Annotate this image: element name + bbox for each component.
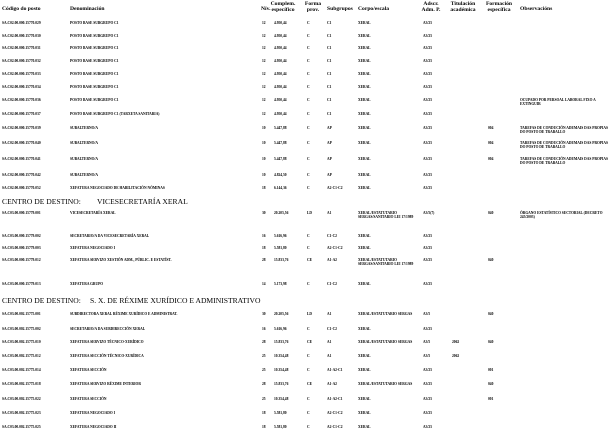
cell-adscr: A3/25 xyxy=(423,157,432,161)
cell-forma-prov: C xyxy=(307,397,310,401)
header-adscr-line1: Adscr. xyxy=(423,1,439,7)
header-observacions: Observacións xyxy=(520,6,553,12)
cell-forma-prov: C xyxy=(307,425,310,429)
cell-nivel: 28 xyxy=(262,382,266,386)
cell-adscr: A3/25 xyxy=(423,34,432,38)
cell-codigo: SA.C03.00.002.15775.023 xyxy=(2,411,41,415)
header-subgrupos: Subgrupos xyxy=(327,6,353,12)
header-forma-line2: prov. xyxy=(306,7,320,14)
cell-corpo: XERAL xyxy=(358,141,371,145)
cell-adscr: A3/25 xyxy=(423,173,432,177)
cell-denominacion: XEFATURA NEGOCIADO II xyxy=(70,425,117,429)
cell-subgrupo: A2-C1-C2 xyxy=(327,425,343,429)
cell-denominacion: XEFATURA SECCIÓN TÉCNICO-XURÍDICA xyxy=(70,354,144,358)
cell-corpo: XERAL xyxy=(358,282,371,286)
cell-forma-prov: LD xyxy=(307,312,312,316)
cell-complemento: 5.447,88 xyxy=(274,141,287,145)
cell-denominacion: SECRETARIO/A DA VICESECRETARÍA XERAL xyxy=(70,234,150,238)
cell-nivel: 16 xyxy=(262,234,266,238)
cell-codigo: SA.C02.00.000.15770.030 xyxy=(2,34,41,38)
cell-codigo: SA.C02.00.000.15770.037 xyxy=(2,112,41,116)
cell-formacion: 001 xyxy=(488,368,494,372)
cell-subgrupo: A1 xyxy=(327,340,332,344)
cell-forma-prov: CE xyxy=(307,340,312,344)
cell-subgrupo: A2-C1-C2 xyxy=(327,411,343,415)
cell-corpo: XERAL xyxy=(358,368,371,372)
cell-forma-prov: C xyxy=(307,411,310,415)
cell-adscr: A3/25 xyxy=(423,382,432,386)
cell-forma-prov: C xyxy=(307,59,310,63)
cell-codigo: SA.C02.00.000.15770.033 xyxy=(2,72,41,76)
cell-corpo: XERAL/ESTATUTARIO SERGAS xyxy=(358,312,413,316)
cell-corpo: XERAL xyxy=(358,112,371,116)
cell-complemento: 4.950,44 xyxy=(274,98,287,102)
cell-nivel: 12 xyxy=(262,85,266,89)
cell-nivel: 12 xyxy=(262,34,266,38)
cell-codigo: SA.C03.00.000.15779.001 xyxy=(2,211,41,215)
section-heading xyxy=(2,296,261,305)
cell-codigo: SA.C02.00.000.15770.041 xyxy=(2,157,41,161)
cell-forma-prov: C xyxy=(307,354,310,358)
cell-observacions: TAREFAS DE CONDUCIÓN ADEMAIS DAS PROPIAS DO POSTO DE TRABALLO xyxy=(520,157,609,166)
cell-denominacion: POSTO BASE SUBGRUPO C1 xyxy=(70,98,119,102)
cell-observacions: TAREFAS DE CONDUCIÓN ADEMAIS DAS PROPIAS DO POSTO DE TRABALLO xyxy=(520,141,609,150)
cell-nivel: 25 xyxy=(262,368,266,372)
cell-corpo: XERAL xyxy=(358,21,371,25)
header-formacion-line2: específica xyxy=(487,7,511,14)
section-title: VICESECRETARÍA XERAL xyxy=(97,197,188,206)
cell-subgrupo: A1 xyxy=(327,312,332,316)
cell-corpo: XERAL xyxy=(358,173,371,177)
header-nivel: Nív. xyxy=(261,6,271,12)
cell-adscr: A3/5 xyxy=(423,312,431,316)
cell-formacion: 040 xyxy=(488,340,494,344)
cell-formacion: 004 xyxy=(488,141,494,145)
cell-denominacion: SUBALTERNO/A xyxy=(70,173,99,177)
cell-subgrupo: C1 xyxy=(327,98,332,102)
cell-formacion: 004 xyxy=(488,126,494,130)
cell-subgrupo: A1-A2-C1 xyxy=(327,397,343,401)
cell-corpo: XERAL xyxy=(358,126,371,130)
cell-adscr: A3/5 xyxy=(423,340,431,344)
cell-formacion: 040 xyxy=(488,211,494,215)
cell-codigo: SA.C02.00.000.15770.036 xyxy=(2,98,41,102)
cell-denominacion: XEFATURA SERVIZO TÉCNICO-XURÍDICO xyxy=(70,340,144,344)
cell-nivel: 25 xyxy=(262,397,266,401)
cell-adscr: A3/5(7) xyxy=(423,211,435,215)
header-complem xyxy=(268,1,298,13)
cell-subgrupo: C1 xyxy=(327,72,332,76)
cell-adscr: A3/25 xyxy=(423,234,432,238)
cell-corpo: XERAL xyxy=(358,34,371,38)
cell-forma-prov: C xyxy=(307,282,310,286)
cell-complemento: 15.833,76 xyxy=(274,340,289,344)
cell-corpo: XERAL xyxy=(358,98,371,102)
cell-codigo: SA.C02.00.000.15770.032 xyxy=(2,59,41,63)
cell-forma-prov: C xyxy=(307,72,310,76)
cell-formacion: 040 xyxy=(488,312,494,316)
cell-complemento: 4.950,44 xyxy=(274,46,287,50)
cell-complemento: 5.581,80 xyxy=(274,411,287,415)
cell-codigo: SA.C03.00.002.15775.018 xyxy=(2,382,41,386)
cell-subgrupo: C1-C2 xyxy=(327,327,337,331)
cell-complemento: 4.950,44 xyxy=(274,72,287,76)
cell-forma-prov: C xyxy=(307,173,310,177)
cell-denominacion: POSTO BASE SUBGRUPO C1 xyxy=(70,34,119,38)
header-formacion xyxy=(483,1,515,13)
cell-formacion: 004 xyxy=(488,157,494,161)
cell-corpo: XERAL xyxy=(358,72,371,76)
cell-codigo: SA.C02.00.000.15770.031 xyxy=(2,46,41,50)
cell-forma-prov: LD xyxy=(307,211,312,215)
header-complem-line2: específico xyxy=(271,7,295,14)
cell-subgrupo: C1 xyxy=(327,34,332,38)
cell-nivel: 10 xyxy=(262,126,266,130)
section-label: CENTRO DE DESTINO: xyxy=(2,197,81,206)
cell-complemento: 5.447,88 xyxy=(274,126,287,130)
cell-denominacion: VICESECRETARÍA XERAL xyxy=(70,211,116,215)
header-codigo: Código do posto xyxy=(2,6,41,12)
cell-corpo: XERAL xyxy=(358,186,371,190)
cell-complemento: 10.354,48 xyxy=(274,354,289,358)
cell-nivel: 18 xyxy=(262,186,266,190)
cell-codigo: SA.C02.00.000.15770.034 xyxy=(2,85,41,89)
cell-denominacion: XEFATURA NEGOCIADO I xyxy=(70,411,115,415)
cell-forma-prov: C xyxy=(307,21,310,25)
cell-corpo: XERAL xyxy=(358,46,371,50)
cell-titulacion: 2062 xyxy=(452,340,460,344)
cell-forma-prov: C xyxy=(307,141,310,145)
cell-denominacion: SECRETARIO/A DA SUBDIRECCIÓN XERAL xyxy=(70,327,146,331)
cell-nivel: 12 xyxy=(262,72,266,76)
cell-observacions: ÓRGANO ESTATÍSTICO SECTORIAL (DECRETO 245/2003) xyxy=(520,211,603,220)
cell-forma-prov: CE xyxy=(307,258,312,262)
cell-forma-prov: C xyxy=(307,85,310,89)
cell-nivel: 30 xyxy=(262,312,266,316)
cell-denominacion: XEFATURA NEGOCIADO I xyxy=(70,246,115,250)
cell-subgrupo: AP xyxy=(327,141,332,145)
cell-nivel: 18 xyxy=(262,246,266,250)
cell-denominacion: POSTO BASE SUBGRUPO C1 xyxy=(70,85,119,89)
cell-corpo: XERAL xyxy=(358,327,371,331)
cell-adscr: A3/25 xyxy=(423,282,432,286)
cell-codigo: SA.C03.00.002.15775.014 xyxy=(2,368,41,372)
cell-corpo: XERAL xyxy=(358,397,371,401)
cell-codigo: SA.C02.00.000.15770.039 xyxy=(2,126,41,130)
cell-nivel: 28 xyxy=(262,340,266,344)
cell-formacion: 001 xyxy=(488,397,494,401)
cell-codigo: SA.C03.00.000.15779.013 xyxy=(2,282,41,286)
cell-corpo: XERAL/ESTATUTARIO SERGAS/SANITARIO LEI 17/1989 xyxy=(358,258,414,267)
header-forma-line1: Forma xyxy=(304,1,322,7)
cell-forma-prov: C xyxy=(307,234,310,238)
cell-adscr: A3/25 xyxy=(423,98,432,102)
cell-corpo: XERAL xyxy=(358,411,371,415)
cell-forma-prov: C xyxy=(307,98,310,102)
cell-codigo: SA.C03.00.002.15775.002 xyxy=(2,327,41,331)
cell-adscr: A3/25 xyxy=(423,368,432,372)
cell-observacions: OCUPADO POR PERSOAL LABORAL FIXO A EXTINGUIR xyxy=(520,98,596,107)
cell-nivel: 10 xyxy=(262,157,266,161)
header-adscr-line2: Adm. P. xyxy=(421,7,441,14)
cell-subgrupo: A1 xyxy=(327,354,332,358)
cell-nivel: 25 xyxy=(262,354,266,358)
cell-complemento: 4.950,44 xyxy=(274,59,287,63)
cell-denominacion: POSTO BASE SUBGRUPO C1 xyxy=(70,21,119,25)
cell-codigo: SA.C03.00.000.15779.002 xyxy=(2,234,41,238)
cell-complemento: 5.581,80 xyxy=(274,425,287,429)
cell-subgrupo: C1 xyxy=(327,112,332,116)
cell-adscr: A3/25 xyxy=(423,46,432,50)
cell-subgrupo: AP xyxy=(327,173,332,177)
cell-nivel: 28 xyxy=(262,258,266,262)
cell-codigo: SA.C03.00.000.15779.003 xyxy=(2,246,41,250)
cell-subgrupo: C1 xyxy=(327,59,332,63)
cell-codigo: SA.C03.00.000.15779.012 xyxy=(2,258,41,262)
cell-codigo: SA.C03.00.002.15775.010 xyxy=(2,340,41,344)
cell-complemento: 10.354,48 xyxy=(274,397,289,401)
cell-denominacion: XEFATURA SECCIÓN xyxy=(70,397,107,401)
cell-corpo: XERAL/ESTATUTARIO SERGAS xyxy=(358,340,413,344)
cell-adscr: A3/25 xyxy=(423,258,432,262)
cell-codigo: SA.C03.00.002.15775.012 xyxy=(2,354,41,358)
cell-subgrupo: AP xyxy=(327,157,332,161)
cell-subgrupo: A2-C1-C2 xyxy=(327,246,343,250)
cell-denominacion: SUBDIRECTORA XERAL RÉXIME XURÍDICO E ADMINISTRAT. xyxy=(70,312,178,316)
cell-complemento: 4.950,44 xyxy=(274,21,287,25)
cell-corpo: XERAL xyxy=(358,59,371,63)
cell-codigo: SA.C03.00.002.15775.025 xyxy=(2,425,41,429)
cell-nivel: 12 xyxy=(262,46,266,50)
cell-subgrupo: C1 xyxy=(327,85,332,89)
cell-subgrupo: C1 xyxy=(327,21,332,25)
cell-forma-prov: C xyxy=(307,34,310,38)
cell-adscr: A3/25 xyxy=(423,327,432,331)
cell-adscr: A3/25 xyxy=(423,397,432,401)
cell-forma-prov: C xyxy=(307,46,310,50)
cell-complemento: 4.824,50 xyxy=(274,173,287,177)
header-denominacion: Denominación xyxy=(70,6,105,12)
cell-subgrupo: A1-A2 xyxy=(327,258,337,262)
cell-adscr: A3/5 xyxy=(423,354,431,358)
cell-complemento: 15.833,76 xyxy=(274,258,289,262)
cell-denominacion: XEFATURA GRUPO xyxy=(70,282,104,286)
cell-adscr: A3/25 xyxy=(423,72,432,76)
cell-denominacion: POSTO BASE SUBGRUPO C1 xyxy=(70,59,119,63)
cell-adscr: A3/25 xyxy=(423,246,432,250)
cell-complemento: 5.581,80 xyxy=(274,246,287,250)
cell-complemento: 20.205,56 xyxy=(274,312,289,316)
cell-adscr: A3/25 xyxy=(423,411,432,415)
cell-forma-prov: C xyxy=(307,126,310,130)
cell-nivel: 18 xyxy=(262,425,266,429)
cell-nivel: 18 xyxy=(262,411,266,415)
cell-codigo: SA.C02.00.000.15770.052 xyxy=(2,186,41,190)
section-heading xyxy=(2,197,188,206)
cell-adscr: A3/25 xyxy=(423,59,432,63)
cell-subgrupo: A1-A2 xyxy=(327,382,337,386)
cell-subgrupo: C1-C2 xyxy=(327,234,337,238)
cell-complemento: 4.950,44 xyxy=(274,85,287,89)
cell-denominacion: POSTO BASE SUBGRUPO C1 (TARXETA SANITARIA) xyxy=(70,112,160,116)
cell-subgrupo: A2-C1-C2 xyxy=(327,186,343,190)
cell-corpo: XERAL xyxy=(358,157,371,161)
section-label: CENTRO DE DESTINO: xyxy=(2,296,81,305)
cell-nivel: 12 xyxy=(262,21,266,25)
cell-complemento: 5.447,88 xyxy=(274,157,287,161)
cell-denominacion: XEFATURA SECCIÓN xyxy=(70,368,107,372)
cell-forma-prov: C xyxy=(307,157,310,161)
cell-nivel: 30 xyxy=(262,211,266,215)
cell-codigo: SA.C02.00.000.15770.029 xyxy=(2,21,41,25)
header-titulacion-line1: Titulación xyxy=(450,1,476,7)
cell-corpo: XERAL xyxy=(358,85,371,89)
cell-corpo: XERAL/ESTATUTARIO SERGAS/SANITARIO LEI 17/1989 xyxy=(358,211,414,220)
cell-adscr: A3/25 xyxy=(423,112,432,116)
cell-forma-prov: C xyxy=(307,327,310,331)
cell-forma-prov: CE xyxy=(307,382,312,386)
cell-subgrupo: C1-C2 xyxy=(327,282,337,286)
cell-complemento: 4.950,44 xyxy=(274,112,287,116)
cell-denominacion: SUBALTERNO/A xyxy=(70,141,99,145)
section-title: S. X. DE RÉXIME XURÍDICO E ADMINISTRATIVO xyxy=(90,296,261,305)
cell-nivel: 12 xyxy=(262,98,266,102)
cell-denominacion: SUBALTERNO/A xyxy=(70,126,99,130)
cell-formacion: 040 xyxy=(488,382,494,386)
cell-adscr: A3/25 xyxy=(423,85,432,89)
header-complem-line1: Complem. xyxy=(270,1,296,7)
cell-nivel: 10 xyxy=(262,141,266,145)
cell-denominacion: POSTO BASE SUBGRUPO C1 xyxy=(70,72,119,76)
cell-denominacion: XEFATURA SERVIZO XESTIÓN ADM., PÚBLIC. E ESTATÍST. xyxy=(70,258,172,262)
header-titulacion xyxy=(447,1,479,13)
cell-forma-prov: C xyxy=(307,186,310,190)
cell-nivel: 14 xyxy=(262,282,266,286)
cell-nivel: 16 xyxy=(262,327,266,331)
header-adscr xyxy=(420,1,442,13)
cell-subgrupo: C1 xyxy=(327,46,332,50)
cell-denominacion: XEFATURA NEGOCIADO DE HABILITACIÓN NÓMINAS xyxy=(70,186,165,190)
cell-subgrupo: A1-A2-C1 xyxy=(327,368,343,372)
header-forma xyxy=(303,1,323,13)
cell-corpo: XERAL xyxy=(358,246,371,250)
cell-adscr: A3/25 xyxy=(423,425,432,429)
cell-complemento: 5.616,96 xyxy=(274,234,287,238)
cell-subgrupo: AP xyxy=(327,126,332,130)
cell-corpo: XERAL/ESTATUTARIO SERGAS xyxy=(358,382,413,386)
cell-codigo: SA.C02.00.000.15770.042 xyxy=(2,173,41,177)
cell-adscr: A3/25 xyxy=(423,141,432,145)
cell-adscr: A3/25 xyxy=(423,186,432,190)
cell-complemento: 6.144,36 xyxy=(274,186,287,190)
cell-forma-prov: C xyxy=(307,246,310,250)
cell-forma-prov: C xyxy=(307,112,310,116)
cell-forma-prov: C xyxy=(307,368,310,372)
cell-complemento: 5.616,96 xyxy=(274,327,287,331)
header-formacion-line1: Formación xyxy=(485,1,513,7)
cell-titulacion: 2062 xyxy=(452,354,460,358)
cell-corpo: XERAL xyxy=(358,354,371,358)
cell-formacion: 040 xyxy=(488,258,494,262)
cell-complemento: 20.205,56 xyxy=(274,211,289,215)
cell-complemento: 15.833,76 xyxy=(274,382,289,386)
cell-nivel: 10 xyxy=(262,173,266,177)
cell-complemento: 5.173,98 xyxy=(274,282,287,286)
cell-codigo: SA.C03.00.002.15775.001 xyxy=(2,312,41,316)
cell-denominacion: XEFATURA SERVIZO RÉXIME INTERIOR xyxy=(70,382,141,386)
cell-corpo: XERAL xyxy=(358,425,371,429)
header-corpo: Corpo/escala xyxy=(358,6,390,12)
cell-complemento: 10.354,48 xyxy=(274,368,289,372)
cell-complemento: 4.950,44 xyxy=(274,34,287,38)
cell-subgrupo: A1 xyxy=(327,211,332,215)
cell-adscr: A3/25 xyxy=(423,126,432,130)
cell-denominacion: POSTO BASE SUBGRUPO C1 xyxy=(70,46,119,50)
cell-observacions: TAREFAS DE CONDUCIÓN ADEMAIS DAS PROPIAS DO POSTO DE TRABALLO xyxy=(520,126,609,135)
cell-nivel: 12 xyxy=(262,59,266,63)
cell-denominacion: SUBALTERNO/A xyxy=(70,157,99,161)
cell-codigo: SA.C02.00.000.15770.040 xyxy=(2,141,41,145)
cell-corpo: XERAL xyxy=(358,234,371,238)
cell-nivel: 12 xyxy=(262,112,266,116)
cell-codigo: SA.C03.00.002.15775.022 xyxy=(2,397,41,401)
header-titulacion-line2: académica xyxy=(450,7,476,14)
cell-adscr: A3/25 xyxy=(423,21,432,25)
